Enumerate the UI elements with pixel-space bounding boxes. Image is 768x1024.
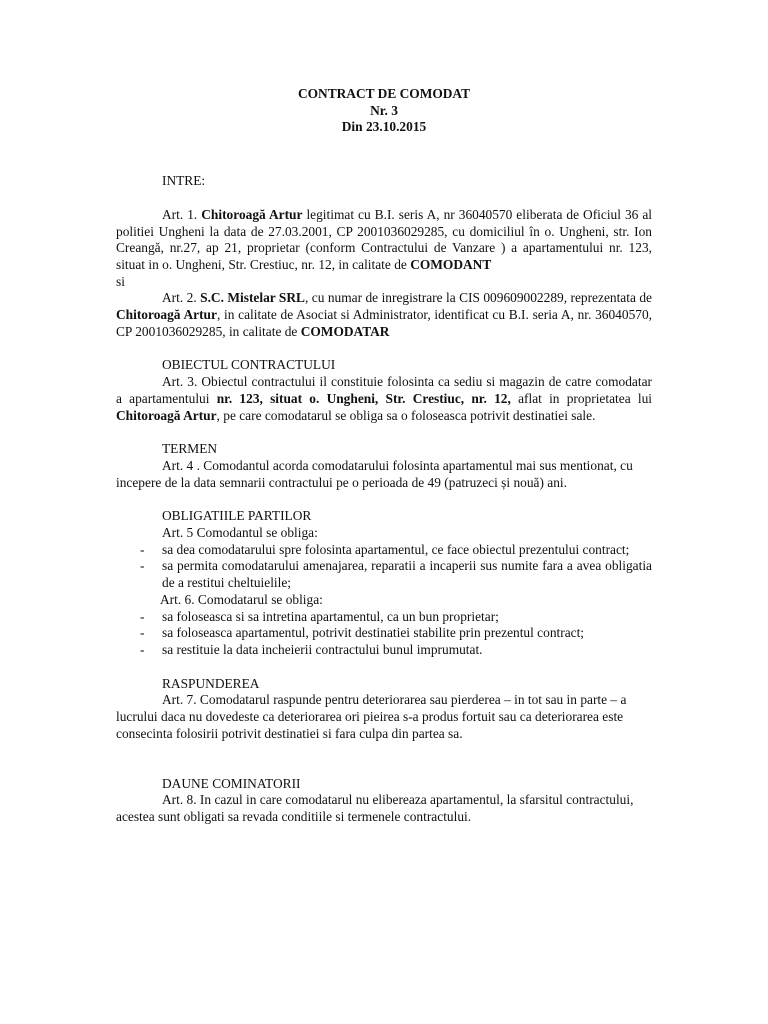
representative-name: Chitoroagă Artur [116, 307, 217, 323]
contract-date: Din 23.10.2015 [341, 119, 427, 135]
parties-intro: INTRE: [162, 173, 206, 189]
bullet-dash: - [140, 541, 145, 557]
section-heading-object: OBIECTUL CONTRACTULUI [162, 357, 336, 373]
contract-number: Nr. 3 [370, 102, 398, 118]
contract-body [116, 86, 652, 826]
bullet-dash: - [140, 641, 145, 657]
list-item: - sa restituie la data incheierii contractului bunul imprumutat. [116, 642, 652, 659]
article-5: Art. 5 Comodantul se obliga: [162, 525, 318, 541]
party-role: COMODANT [410, 256, 492, 272]
list-item: - sa foloseasca si sa intretina apartamentul, ca un bun proprietar; [116, 609, 652, 626]
section-heading-term: TERMEN [162, 441, 218, 457]
article-3: Art. 3. Obiectul contractului il constituie folosinta ca sediu si magazin de catre comodatar a apartamentului nr. 123, situat o. Ungheni, Str. Crestiuc, nr. 12, aflat in proprietatea lui Chitoroagă Artur, pe care comodatarul se obliga sa o foloseasca potrivit destinatiei sale. [116, 374, 653, 423]
party-name: Chitoroagă Artur [201, 206, 303, 222]
bullet-dash: - [140, 558, 145, 574]
list-item: - sa dea comodatarului spre folosinta apartamentul, ce face obiectul prezentului contract; [116, 542, 652, 559]
section-heading-damages: DAUNE COMINATORII [162, 775, 301, 791]
article-7: Art. 7. Comodatarul raspunde pentru deteriorarea sau pierderea – in tot sau in parte – a lucrului daca nu dovedeste ca deteriorarea ori pieirea s-a produs fortuit sau ca deteriorarea este consecinta folosirii potrivit destinatiei si fara culpa din partea sa. [116, 692, 627, 741]
article-4: Art. 4 . Comodantul acorda comodatarului folosinta apartamentul mai sus mentionat, cu incepere de la data semnarii contractului pe o perioada de 49 (patruzeci și nouă) ani. [116, 457, 633, 490]
article-6: Art. 6. Comodatarul se obliga: [160, 591, 323, 607]
company-name: S.C. Mistelar SRL [200, 290, 305, 306]
party-role: COMODATAR [300, 323, 390, 339]
article-1: Art. 1. Chitoroagă Artur legitimat cu B.I. seris A, nr 36040570 eliberata de Oficiul 36 al politiei Ungheni la data de 27.03.2001, CP 2001036029285, cu domiciliul în o. Ungheni, str. Ion Creangă, nr.27, ap 21, proprietar (conform Contractului de Vanzare ) a apartamentului nr. 123, situat in o. Ungheni, Str. Crestiuc, nr. 12, in calitate de COMODANT [116, 206, 653, 272]
contract-title: CONTRACT DE COMODAT [297, 86, 471, 101]
list-item: - sa permita comodatarului amenajarea, reparatii a incaperii sus numite fara a avea obligatia de a restitui cheltuielile; [116, 558, 652, 591]
article-8: Art. 8. In cazul in care comodatarul nu elibereaza apartamentul, la sfarsitul contractului, acestea sunt obligati sa revada conditiile si termenele contractului. [116, 792, 634, 824]
section-heading-liability: RASPUNDEREA [162, 675, 260, 691]
conjunction: si [116, 273, 125, 289]
list-item: - sa foloseasca apartamentul, potrivit destinatiei stabilite prin prezentul contract; [116, 625, 652, 642]
section-heading-obligations: OBLIGATIILE PARTILOR [162, 508, 312, 524]
article-2: Art. 2. S.C. Mistelar SRL, cu numar de inregistrare la CIS 009609002289, reprezentata de Chitoroagă Artur, in calitate de Asociat si Administrator, identificat cu B.I. seria A, nr. 36040570, CP 2001036029285, in calitate de COMODATAR [116, 290, 653, 339]
bullet-dash: - [140, 608, 145, 624]
bullet-dash: - [140, 625, 145, 641]
